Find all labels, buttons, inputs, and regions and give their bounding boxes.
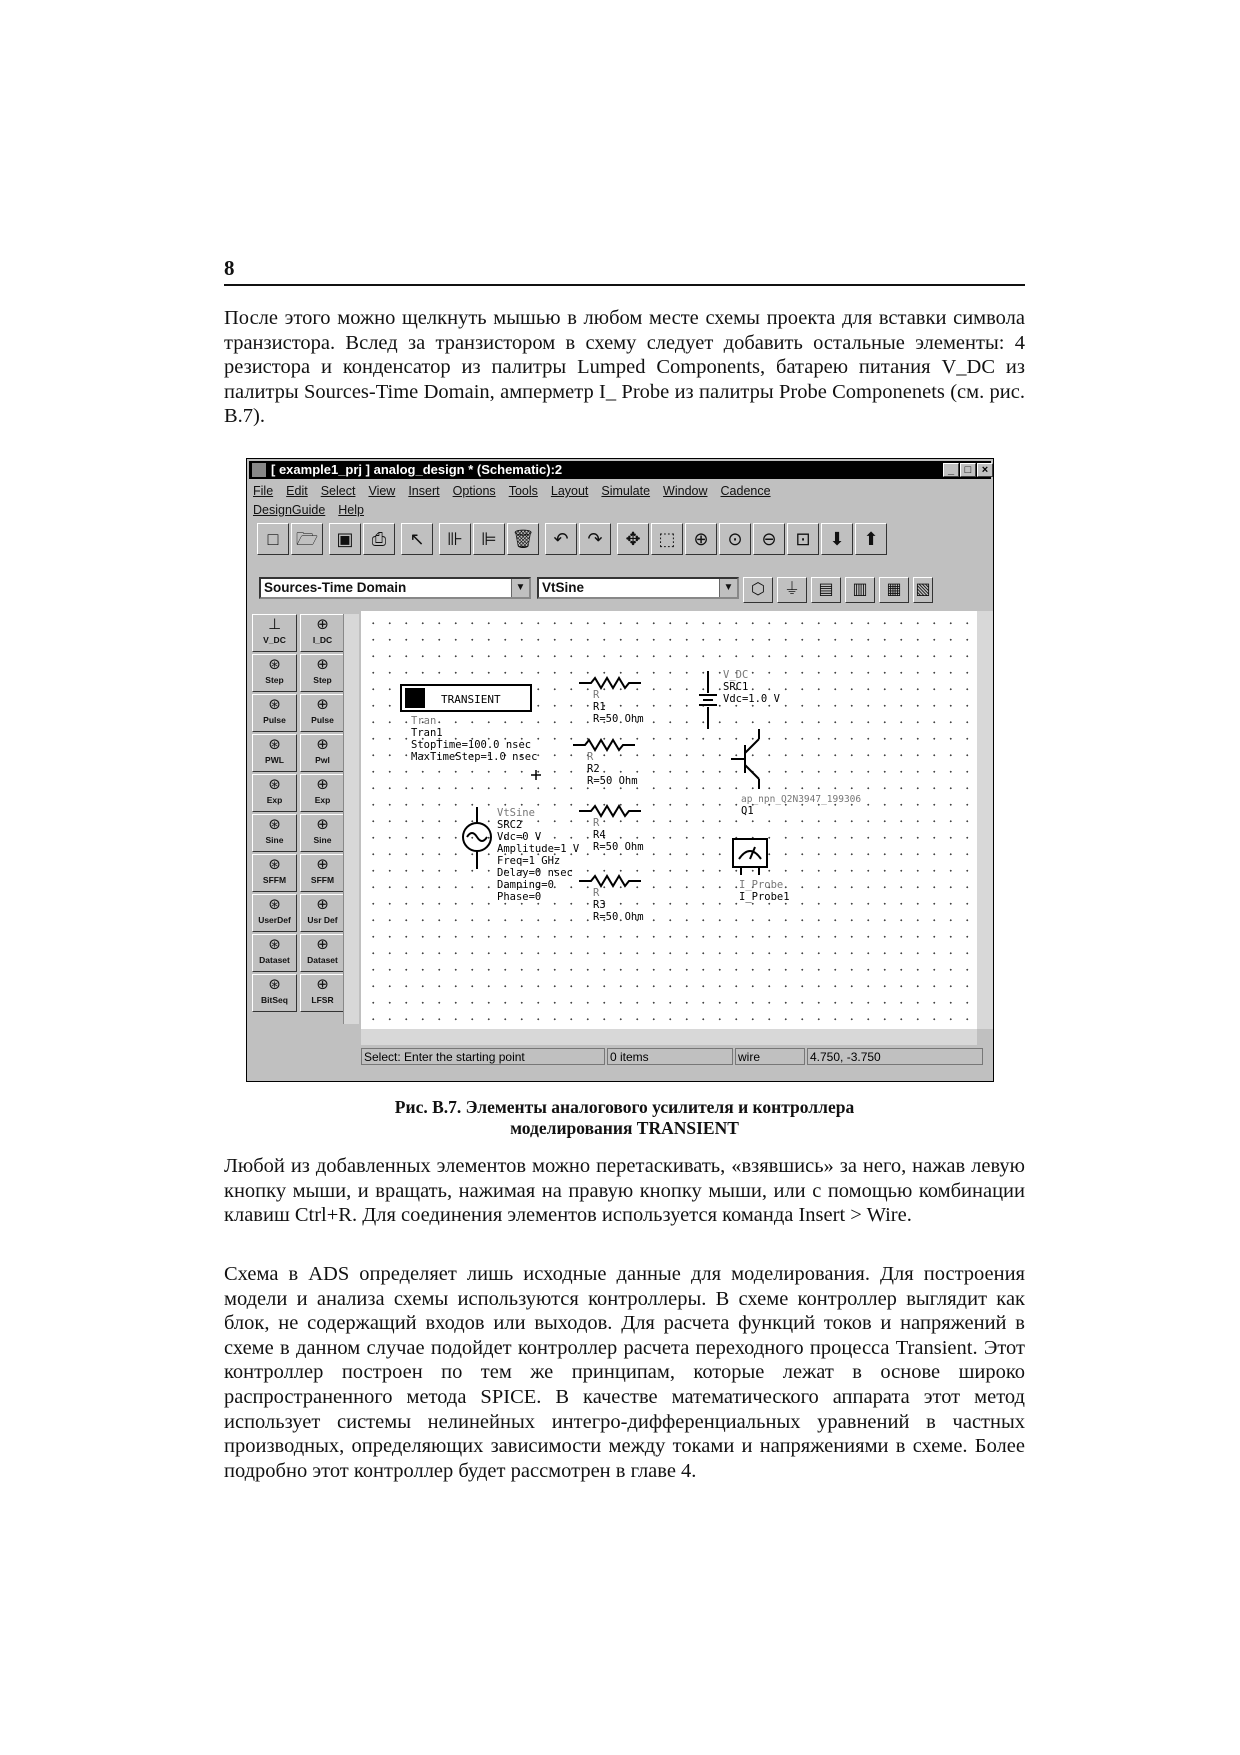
palette-item[interactable]: ⊛ BitSeq xyxy=(252,974,297,1012)
view-all-icon[interactable]: ⊡ xyxy=(787,523,819,555)
zoom-out-icon[interactable]: ⊖ xyxy=(753,523,785,555)
chevron-down-icon[interactable]: ▼ xyxy=(511,579,529,597)
palette-item[interactable]: ⊛ PWL xyxy=(252,734,297,772)
palette-item[interactable]: ⊕ SFFM xyxy=(300,854,345,892)
tran-stoptime-label: StopTime=100.0 nsec xyxy=(411,739,532,751)
menu-window[interactable]: Window xyxy=(663,484,708,498)
horizontal-scrollbar[interactable] xyxy=(361,1029,977,1045)
palette-item[interactable]: ⊛ UserDef xyxy=(252,894,297,932)
status-items: 0 items xyxy=(607,1048,733,1065)
menu-insert[interactable]: Insert xyxy=(408,484,440,498)
vtsine-source[interactable] xyxy=(463,807,491,869)
maximize-button[interactable]: □ xyxy=(960,463,976,477)
vdc-source[interactable] xyxy=(699,671,717,729)
palette-item[interactable]: ⊕ Dataset xyxy=(300,934,345,972)
r3-name-label: R3 xyxy=(593,899,606,911)
header-rule xyxy=(224,284,1025,286)
redo-icon[interactable]: ↷ xyxy=(579,523,611,555)
var-icon[interactable]: ▤ xyxy=(811,577,841,603)
vtsine-delay-label: Delay=0 nsec xyxy=(497,867,573,879)
r2-name-label: R2 xyxy=(587,763,600,775)
vtsine-damping-label: Damping=0 xyxy=(497,879,554,891)
pop-icon[interactable]: ⬆ xyxy=(855,523,887,555)
palette-item[interactable]: ⊛ Dataset xyxy=(252,934,297,972)
menu-help[interactable]: Help xyxy=(338,503,364,517)
palette-item[interactable]: ⊛ Step xyxy=(252,654,297,692)
status-mode: wire xyxy=(735,1048,805,1065)
vtsine-freq-label: Freq=1 GHz xyxy=(497,855,561,867)
transistor-q1[interactable] xyxy=(731,729,759,789)
inventory-icon[interactable]: ▦ xyxy=(879,577,909,603)
palette-item[interactable]: ⊛ Sine xyxy=(252,814,297,852)
figure-caption xyxy=(224,1097,1025,1139)
palette-item[interactable]: ⊕ Sine xyxy=(300,814,345,852)
palette-item[interactable]: ⊛ SFFM xyxy=(252,854,297,892)
paragraph-2: Любой из добавленных элементов можно перетаскивать, «взявшись» за него, нажав левую кнопку мыши, и вращать, нажимая на правую кнопку мыши, или с помощью комбинации клавиш Ctrl+R. Для соединения элементов используется команда Insert > Wire. xyxy=(224,1155,1025,1227)
vdc-value-label: Vdc=1.0 V xyxy=(723,693,780,705)
pointer-icon[interactable]: ↖ xyxy=(401,523,433,555)
transient-controller[interactable] xyxy=(401,685,531,711)
component-select-value: VtSine xyxy=(542,580,585,595)
title-bar xyxy=(249,461,991,479)
vtsine-vdc-label: Vdc=0 V xyxy=(497,831,542,843)
menu-tools[interactable]: Tools xyxy=(508,484,538,498)
app-icon xyxy=(252,463,266,477)
display-icon[interactable]: ▥ xyxy=(845,577,875,603)
menu-edit[interactable]: Edit xyxy=(286,484,308,498)
palette-select[interactable] xyxy=(259,577,531,599)
q1-type-label: ap_npn_Q2N3947_199306 xyxy=(741,794,862,805)
palette-item[interactable]: ⊥ V_DC xyxy=(252,614,297,652)
vtsine-type-label: VtSine xyxy=(497,807,535,819)
vtsine-name-label: SRC2 xyxy=(497,819,523,831)
window-title: [ example1_prj ] analog_design * (Schematic):2 xyxy=(271,462,563,477)
palette-select-value: Sources-Time Domain xyxy=(264,580,407,595)
caption-line-1: Рис. B.7. Элементы аналогового усилителя и контроллера xyxy=(394,1097,855,1117)
schematic-window xyxy=(246,458,994,1082)
status-coords: 4.750, -3.750 xyxy=(807,1048,983,1065)
menu-simulate[interactable]: Simulate xyxy=(601,484,651,498)
menu-cadence[interactable]: Cadence xyxy=(720,484,771,498)
more-icon[interactable]: ▧ xyxy=(913,577,933,603)
palette-item[interactable]: ⊕ Usr Def xyxy=(300,894,345,932)
menu-bar xyxy=(253,482,973,520)
component-icon[interactable]: ⊪ xyxy=(439,523,471,555)
save-icon[interactable]: ▣ xyxy=(329,523,361,555)
push-icon[interactable]: ⬇ xyxy=(821,523,853,555)
page-number: 8 xyxy=(224,256,235,280)
tran-maxstep-label: MaxTimeStep=1.0 nsec xyxy=(411,751,538,763)
menu-select[interactable]: Select xyxy=(320,484,356,498)
q1-name-label: Q1 xyxy=(741,805,754,817)
component-palette xyxy=(252,614,352,1024)
status-prompt: Select: Enter the starting point xyxy=(361,1048,605,1065)
ground-icon[interactable]: ⏚ xyxy=(777,577,807,603)
palette-item[interactable]: ⊛ Pulse xyxy=(252,694,297,732)
zoom-icon[interactable]: ⊕ xyxy=(685,523,717,555)
port-icon[interactable]: ⬡ xyxy=(743,577,773,603)
palette-item[interactable]: ⊕ Pulse xyxy=(300,694,345,732)
paragraph-3: Схема в ADS определяет лишь исходные данные для моделирования. Для построения модели и анализа схемы используются контроллеры. В схеме контроллер выглядит как блок, не содержащий входов или выходов. Для расчета функций токов и напряжений в схеме в данном случае подойдет контроллер расчета переходного процесса Transient. Этот контроллер построен по тем же принципам, которые лежат в основе широко распространенного метода SPICE. В качестве математического аппарата этот метод использует системы нелинейных интегро-дифференциальных уравнений в частных производных, определяющих зависимости между токами и напряжениями в схеме. Более подробно этот контроллер будет рассмотрен в главе 4. xyxy=(224,1263,1025,1482)
palette-scrollbar[interactable] xyxy=(343,614,359,1024)
palette-item[interactable]: ⊛ Exp xyxy=(252,774,297,812)
resistor-r1[interactable] xyxy=(579,678,641,688)
vtsine-amplitude-label: Amplitude=1 V xyxy=(497,843,580,855)
r2-type-label: R xyxy=(587,751,594,763)
r3-type-label: R xyxy=(593,887,600,899)
r4-value-label: R=50 Ohm xyxy=(593,841,644,853)
palette-item[interactable]: ⊕ Pwl xyxy=(300,734,345,772)
iprobe-meter[interactable] xyxy=(733,839,767,875)
r1-value-label: R=50 Ohm xyxy=(593,713,644,725)
new-icon[interactable]: □ xyxy=(257,523,289,555)
vtsine-phase-label: Phase=0 xyxy=(497,891,542,903)
caption-line-2: моделирования TRANSIENT xyxy=(510,1118,739,1138)
r4-type-label: R xyxy=(593,817,600,829)
palette-item[interactable]: ⊕ Step xyxy=(300,654,345,692)
probe-type-label: I_Probe xyxy=(739,879,784,891)
move-icon[interactable]: ✥ xyxy=(617,523,649,555)
resistor-r4[interactable] xyxy=(579,806,641,816)
probe-name-label: I_Probe1 xyxy=(739,891,790,903)
r1-type-label: R xyxy=(593,689,600,701)
minimize-button[interactable]: _ xyxy=(943,463,959,477)
cursor-cross xyxy=(531,770,541,780)
r2-value-label: R=50 Ohm xyxy=(587,775,638,787)
component-2-icon[interactable]: ⊫ xyxy=(473,523,505,555)
vertical-scrollbar[interactable] xyxy=(977,611,993,1029)
delete-icon[interactable]: 🗑 xyxy=(507,523,539,555)
palette-item[interactable]: ⊕ Exp xyxy=(300,774,345,812)
component-select[interactable] xyxy=(537,577,739,599)
undo-icon[interactable]: ↶ xyxy=(545,523,577,555)
close-button[interactable]: × xyxy=(977,463,993,477)
schematic-drawing xyxy=(361,611,977,1029)
vdc-name-label: SRC1 xyxy=(723,681,749,693)
palette-item[interactable]: ⊕ LFSR xyxy=(300,974,345,1012)
menu-layout[interactable]: Layout xyxy=(550,484,589,498)
vdc-type-label: V_DC xyxy=(723,669,749,681)
r4-name-label: R4 xyxy=(593,829,606,841)
resistor-r2[interactable] xyxy=(573,740,635,750)
print-icon[interactable]: ⎙ xyxy=(363,523,395,555)
r3-value-label: R=50 Ohm xyxy=(593,911,644,923)
paragraph-1: После этого можно щелкнуть мышью в любом месте схемы проекта для вставки символа транзистора. Вслед за транзистором в схему следует добавить остальные элементы: 4 резистора и конденсатор из палитры Lumped Components, батарею питания V_DC из палитры Sources-Time Domain, амперметр I_ Probe из палитры Probe Componenets (см. рис. B.7). xyxy=(224,307,1025,428)
menu-options[interactable]: Options xyxy=(452,484,496,498)
zoom-in-icon[interactable]: ⊙ xyxy=(719,523,751,555)
menu-view[interactable]: View xyxy=(368,484,396,498)
open-icon[interactable]: 🗁 xyxy=(291,523,323,555)
schematic-canvas[interactable] xyxy=(361,611,977,1029)
tran-type-label: Tran xyxy=(411,715,437,727)
menu-designguide[interactable]: DesignGuide xyxy=(253,503,326,517)
transient-box-label: TRANSIENT xyxy=(441,693,501,706)
tran-name-label: Tran1 xyxy=(411,727,443,739)
palette-item[interactable]: ⊕ I_DC xyxy=(300,614,345,652)
r1-name-label: R1 xyxy=(593,701,606,713)
menu-file[interactable]: File xyxy=(253,484,274,498)
chevron-down-icon[interactable]: ▼ xyxy=(719,579,737,597)
resistor-r3[interactable] xyxy=(579,876,641,886)
zoom-area-icon[interactable]: ⬚ xyxy=(651,523,683,555)
